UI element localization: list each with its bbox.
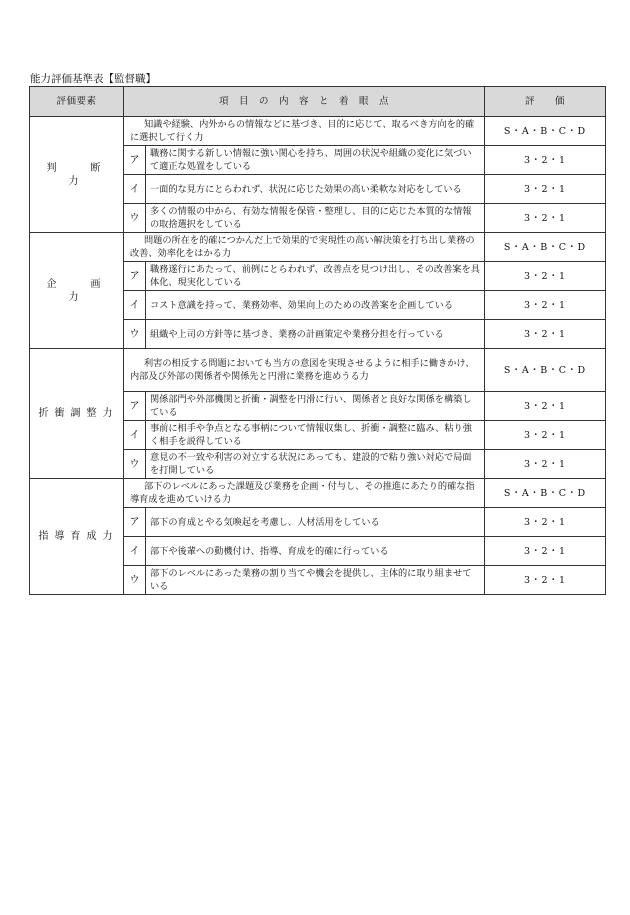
item-grade: 3・2・1 <box>485 537 606 566</box>
item-text: 多くの情報の中から、有効な情報を保管・整理し、目的に応じた本質的な情報の取捨選択をしている <box>146 204 485 233</box>
item-text: 部下の育成とやる気喚起を考慮し、人材活用をしている <box>146 508 485 537</box>
section-intro: 知識や経験、内外からの情報などに基づき、目的に応じて、取るべき方向を的確に選択して行く力 <box>124 117 485 146</box>
item-text: 組織や上司の方針等に基づき、業務の計画策定や業務分担を行っている <box>146 320 485 349</box>
item-label: ウ <box>124 566 146 595</box>
category-name: 指導育成力 <box>30 479 124 595</box>
item-grade: 3・2・1 <box>485 421 606 450</box>
header-grade: 評 価 <box>485 87 606 117</box>
item-grade: 3・2・1 <box>485 392 606 421</box>
item-grade: 3・2・1 <box>485 566 606 595</box>
item-grade: 3・2・1 <box>485 204 606 233</box>
item-text: 部下や後輩への動機付け、指導、育成を的確に行っている <box>146 537 485 566</box>
section-negotiation <box>30 349 606 479</box>
item-label: イ <box>124 421 146 450</box>
item-text: 部下のレベルにあった業務の割り当てや機会を提供し、主体的に取り組ませている <box>146 566 485 595</box>
category-name: 企 画 力 <box>30 233 124 349</box>
section-intro: 部下のレベルにあった課題及び業務を企画・付与し、その推進にあたり的確な指導育成を進めていける力 <box>124 479 485 508</box>
item-grade: 3・2・1 <box>485 320 606 349</box>
item-grade: 3・2・1 <box>485 450 606 479</box>
item-grade: 3・2・1 <box>485 175 606 204</box>
header-element: 評価要素 <box>30 87 124 117</box>
table-header-row <box>30 87 606 117</box>
document-title: 能力評価基準表【監督職】 <box>30 73 156 85</box>
item-grade: 3・2・1 <box>485 291 606 320</box>
section-intro-row <box>30 349 606 392</box>
item-label: ウ <box>124 320 146 349</box>
item-text: 意見の不一致や利害の対立する状況にあっても、建設的で粘り強い対応で局面を打開している <box>146 450 485 479</box>
intro-grade: S・A・B・C・D <box>485 479 606 508</box>
section-intro-row <box>30 479 606 508</box>
evaluation-table <box>29 86 606 595</box>
item-label: ア <box>124 508 146 537</box>
item-text: 事前に相手や争点となる事柄について情報収集し、折衝・調整に臨み、粘り強く相手を説得している <box>146 421 485 450</box>
item-label: ア <box>124 392 146 421</box>
intro-grade: S・A・B・C・D <box>485 233 606 262</box>
section-intro-row <box>30 233 606 262</box>
item-grade: 3・2・1 <box>485 262 606 291</box>
item-text: 職務に関する新しい情報に強い関心を持ち、周囲の状況や組織の変化に気づいて適正な処置をしている <box>146 146 485 175</box>
category-name: 折衝調整力 <box>30 349 124 479</box>
item-label: イ <box>124 537 146 566</box>
intro-grade: S・A・B・C・D <box>485 117 606 146</box>
item-label: イ <box>124 291 146 320</box>
intro-grade: S・A・B・C・D <box>485 349 606 392</box>
section-mentoring <box>30 479 606 595</box>
item-text: コスト意識を持って、業務効率、効果向上のための改善案を企画している <box>146 291 485 320</box>
section-intro: 利害の相反する問題においても当方の意図を実現させるように相手に働きかけ、内部及び外部の関係者や関係先と円滑に業務を進めうる力 <box>124 349 485 392</box>
item-grade: 3・2・1 <box>485 146 606 175</box>
section-intro-row <box>30 117 606 146</box>
header-content: 項 目 の 内 容 と 着 眼 点 <box>124 87 485 117</box>
item-text: 職務遂行にあたって、前例にとらわれず、改善点を見つけ出し、その改善案を具体化、現実化している <box>146 262 485 291</box>
section-judgment <box>30 117 606 233</box>
section-planning <box>30 233 606 349</box>
item-label: ア <box>124 262 146 291</box>
item-label: イ <box>124 175 146 204</box>
item-grade: 3・2・1 <box>485 508 606 537</box>
item-text: 関係部門や外部機関と折衝・調整を円滑に行い、関係者と良好な関係を構築している <box>146 392 485 421</box>
item-text: 一面的な見方にとらわれず、状況に応じた効果の高い柔軟な対応をしている <box>146 175 485 204</box>
section-intro: 問題の所在を的確につかんだ上で効果的で実現性の高い解決策を打ち出し業務の改善、効率化をはかる力 <box>124 233 485 262</box>
item-label: ア <box>124 146 146 175</box>
item-label: ウ <box>124 204 146 233</box>
category-name: 判 断 力 <box>30 117 124 233</box>
item-label: ウ <box>124 450 146 479</box>
